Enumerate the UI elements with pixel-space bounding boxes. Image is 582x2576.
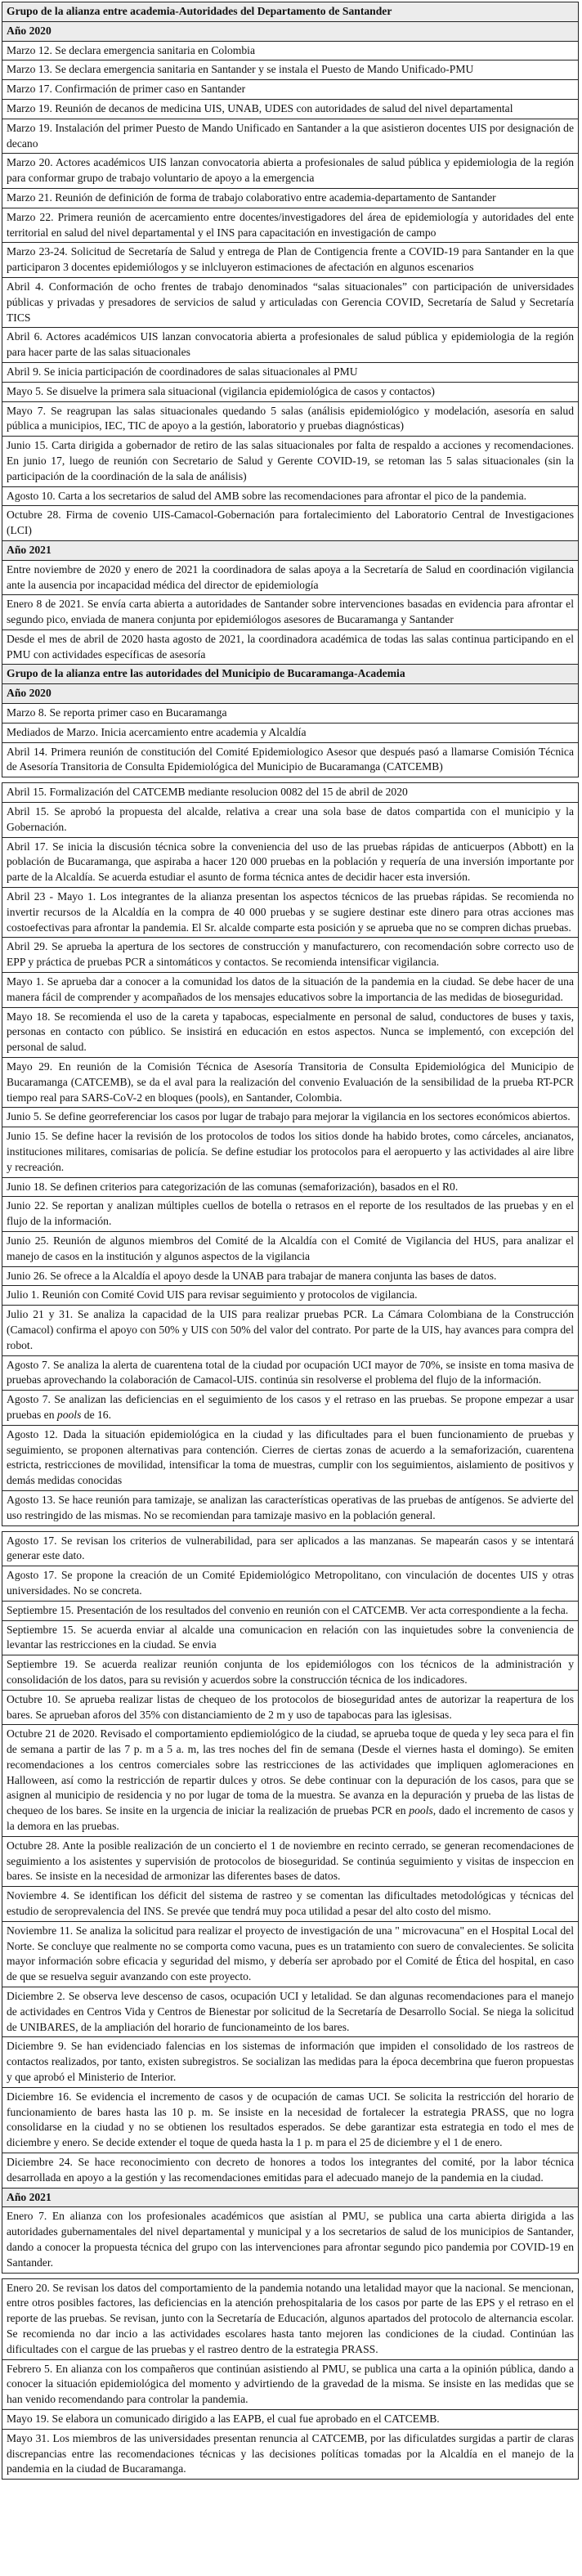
event-cell: Mayo 7. Se reagrupan las salas situacionales quedando 5 salas (análisis epidemiológico y modelación, asesoría en salud pública a municipios, IEC, TIC de apoyo a la gestión, laboratorio y pruebas diagnósticas): [2, 401, 579, 437]
year-header-row: [2, 2188, 579, 2207]
table-row: [2, 1566, 579, 1602]
event-cell: Mayo 19. Se elabora un comunicado dirigido a las EAPB, el cual fue aprobado en el CATCEMB.: [2, 2409, 579, 2429]
table-row: [2, 41, 579, 60]
year-header-row: [2, 21, 579, 41]
table-row: [2, 1887, 579, 1922]
event-cell: Mayo 29. En reunión de la Comisión Técnica de Asesoría Transitoria de Consulta Epidemiológica del Municipio de Bucaramanga (CATCEMB), se da el aval para la realización del convenio Evaluación de la sensibilidad de la prueba RT-PCR tiempo real para SARS-CoV-2 en bloques (pools), en Santander, Colombia.: [2, 1058, 579, 1108]
table-row: [2, 2037, 579, 2087]
year-header-row: [2, 684, 579, 704]
section-header: Grupo de la alianza entre las autoridades del Municipio de Bucaramanga-Academia: [2, 665, 579, 684]
event-text: de 16.: [81, 1408, 111, 1421]
table-row: [2, 208, 579, 243]
table-row: [2, 803, 579, 838]
event-cell: Mayo 18. Se recomienda el uso de la careta y tapabocas, especialmente en personal de salud, conductores de buses y taxis, personas en contacto con público. Se insistirá en educación en estos aspectos. Nunca se implementó, con excepción del personal de salud.: [2, 1007, 579, 1057]
event-cell: Desde el mes de abril de 2020 hasta agosto de 2021, la coordinadora académica de todas las salas continua participando en el PMU con actividades específicas de asesoría: [2, 629, 579, 665]
event-cell: Septiembre 15. Presentación de los resultados del convenio en reunión con el CATCEMB. Ver acta correspondiente a la fecha.: [2, 1601, 579, 1620]
event-cell: Abril 15. Formalización del CATCEMB mediante resolucion 0082 del 15 de abril de 2020: [2, 783, 579, 803]
table-row: [2, 2359, 579, 2409]
table-row: [2, 1007, 579, 1057]
table-row: [2, 1425, 579, 1490]
table-row: [2, 99, 579, 119]
table-row: [2, 1058, 579, 1108]
timeline-table: [2, 2, 579, 777]
event-cell: Abril 23 - Mayo 1. Los integrantes de la alianza presentan los aspectos técnicos de las pruebas rápidas. Se recomienda no invertir recursos de la Alcaldía en la compra de 40 000 pruebas y se sugiere destinar este dinero para otras acciones mas costoefectivas para afrontar la pandemia. El Sr. alcalde comparte esta posición y se aprueba que no se compren dichas pruebas.: [2, 888, 579, 938]
table-row: [2, 783, 579, 803]
event-cell: Agosto 10. Carta a los secretarios de salud del AMB sobre las recomendaciones para afrontar el pico de la pandemia.: [2, 486, 579, 506]
table-row: [2, 362, 579, 382]
event-text: Agosto 7. Se analizan las deficiencias en el seguimiento de los casos y el retraso en las pruebas. Se propone empezar a usar pruebas en: [7, 1393, 574, 1421]
event-cell: Junio 18. Se definen criterios para categorización de las comunas (semaforización), basados en el R0.: [2, 1177, 579, 1197]
table-row: [2, 1108, 579, 1127]
section-header-row: [2, 2, 579, 22]
event-cell: Septiembre 19. Se acuerda realizar reunión conjunta de los epidemiólogos con los técnicos de la administración y consolidación de los datos, para su revisión y acuerdos sobre la construcción técnica de los indicadores.: [2, 1655, 579, 1691]
table-row: [2, 188, 579, 208]
event-cell: Marzo 20. Actores académicos UIS lanzan convocatoria abierta a profesionales de salud pública y epidemiologia de la región para conformar grupo de trabajo voluntario de apoyo a la emergencia: [2, 154, 579, 189]
event-cell: Marzo 17. Confirmación de primer caso en Santander: [2, 80, 579, 100]
table-row: [2, 723, 579, 742]
event-cell: Abril 17. Se inicia la discusión técnica sobre la conveniencia del uso de las pruebas rápidas de anticuerpos (Abbott) en la población de Bucaramanga, que aspiraba a hacer 120 000 pruebas en la población y requería de una inversión importante por parte de la Alcaldía. Se acuerda estudiar el asunto de forma técnica antes de decidir hacer esta inversión.: [2, 837, 579, 887]
event-cell: Diciembre 16. Se evidencia el incremento de casos y de ocupación de camas UCI. Se solicita la restricción del horario de funcionamiento de bares hasta las 10 p. m. Se insiste en la necesidad de fortalecer la estrategia PRASS, que no logra consolidarse en la ciudad y no se obtienen los resultados esperados. Se debe garantizar esta estrategia en todo el mes de diciembre y enero. Se decide extender el toque de queda hasta la 1 p. m para el 25 de diciembre y el 1 de enero.: [2, 2087, 579, 2153]
table-row: [2, 2278, 579, 2359]
table-row: [2, 60, 579, 80]
event-text: , dado el incremento de casos y la demora en las pruebas.: [7, 1804, 574, 1833]
event-cell: Mayo 5. Se disuelve la primera sala situacional (vigilancia epidemiológica de casos y contactos): [2, 382, 579, 401]
event-cell: Julio 21 y 31. Se analiza la capacidad de la UIS para realizar pruebas PCR. La Cámara Colombiana de la Construcción (Camacol) confirma el apoyo con 50% y UIS con 50% del valor del contrato. Por parte de la UIS, hay avances para compra del robot.: [2, 1306, 579, 1355]
table-row: [2, 1266, 579, 1286]
event-cell: [2, 1391, 579, 1426]
table-row: [2, 2153, 579, 2188]
event-cell: Marzo 8. Se reporta primer caso en Bucaramanga: [2, 704, 579, 724]
event-cell: Marzo 21. Reunión de definición de forma de trabajo colaborativo entre academia-departamento de Santander: [2, 188, 579, 208]
event-text: Octubre 21 de 2020. Revisado el comportamiento epdiemiológico de la ciudad, se aprueba toque de queda y ley seca para el fin de semana a partir de las 7 p. m a 5 a. m, las tres noches del fin de semana (Desde el viernes hasta el domingo). Se emiten recomendaciones a los centros comerciales sobre las restricciones de las actividades que impliquen aglomeraciones en Halloween, así como la restricción de repartir dulces y otros. Se debe continuar con la depuración de los casos, para que se asignen al municipio de residencia y no por lugar de toma de la muestra. Se avanza en la depuración y prueba de las listas de chequeo de los bares. Se insite en la urgencia de iniciar la realización de pruebas PCR en: [7, 1727, 574, 1817]
event-cell: Mayo 31. Los miembros de las universidades presentan renuncia al CATCEMB, por las dificulatdes surgidas a partir de claras discrepancias entre las recomendaciones técnicas y las decisiones políticas tomadas por la Alcaldía en el manejo de la pandemia en la ciudad de Bucaramanga.: [2, 2429, 579, 2479]
event-cell: Marzo 13. Se declara emergencia sanitaria en Santander y se instala el Puesto de Mando Unificado-PMU: [2, 60, 579, 80]
year-header-row: [2, 540, 579, 560]
table-row: [2, 154, 579, 189]
event-cell: Octubre 28. Ante la posible realización de un concierto el 1 de noviembre en recinto cerrado, se generan recomendaciones de seguimiento a los asistentes y supervisión de protocolos de bioseguridad. Se continúa seguimiento y visitas de inspeccion en bares. Se insiste en la necesidad de armonizar las diferentes bases de datos.: [2, 1836, 579, 1886]
table-row: [2, 80, 579, 100]
event-cell: Septiembre 15. Se acuerda enviar al alcalde una comunicacion en relación con las inquietudes sobre la conveniencia de levantar las restricciones en la ciudad. Se envia: [2, 1620, 579, 1655]
year-header: Año 2020: [2, 21, 579, 41]
event-text-italic: pools: [409, 1804, 433, 1817]
event-cell: Junio 22. Se reportan y analizan múltiples cuellos de botella o retrasos en el reporte de los resultados de las pruebas y en el flujo de la información.: [2, 1197, 579, 1232]
event-cell: Febrero 5. En alianza con los compañeros que continúan asistiendo al PMU, se publica una carta a la opinión pública, dando a conocer la situación epidemiológica del momento y advirtiendo de la gravedad de la misma. Se insiste en las medidas que se han venido recomendando para controlar la pandemia.: [2, 2359, 579, 2409]
table-row: [2, 1286, 579, 1306]
table-row: [2, 1690, 579, 1725]
table-row: [2, 595, 579, 630]
table-row: [2, 1921, 579, 1987]
table-row: [2, 1987, 579, 2037]
table-row: [2, 119, 579, 154]
table-row: [2, 506, 579, 541]
event-cell: [2, 1725, 579, 1837]
table-row: [2, 1725, 579, 1837]
event-cell: Abril 4. Conformación de ocho frentes de trabajo denominados “salas situacionales” con participación de universidades públicas y privadas y presadores de servicios de salud y articuladas con Gerencia COVID, Secretaría de Salud y Secretaría TICS: [2, 277, 579, 327]
event-cell: Abril 15. Se aprobó la propuesta del alcalde, relativa a crear una sola base de datos compartida con el municipio y la Gobernación.: [2, 803, 579, 838]
table-row: [2, 1531, 579, 1566]
event-cell: Marzo 22. Primera reunión de acercamiento entre docentes/investigadores del área de epidemiología y autoridades del ente territorial en salud del nivel departamental y el INS para capacitación en investigación de campo: [2, 208, 579, 243]
table-row: [2, 401, 579, 437]
table-row: [2, 837, 579, 887]
table-row: [2, 1127, 579, 1177]
table-row: [2, 2429, 579, 2479]
table-row: [2, 1836, 579, 1886]
table-row: [2, 1655, 579, 1691]
year-header: Año 2021: [2, 2188, 579, 2207]
table-row: [2, 437, 579, 486]
table-row: [2, 704, 579, 724]
event-cell: Entre noviembre de 2020 y enero de 2021 la coordinadora de salas apoya a la Secretaría de Salud en coordinación vigilancia ante la ausencia por incapacidad médica del director de epidemiología: [2, 560, 579, 595]
event-cell: Abril 29. Se aprueba la apertura de los sectores de construcción y manufacturero, con recomendación sobre correcto uso de EPP y práctica de pruebas PCR a sintomáticos y contactos. Se recomienda intensificar vigilancia.: [2, 938, 579, 973]
table-row: [2, 2207, 579, 2273]
event-cell: Octubre 28. Firma de covenio UIS-Camacol-Gobernación para fortalecimiento del Laboratorio Central de Investigaciones (LCI): [2, 506, 579, 541]
table-row: [2, 1197, 579, 1232]
table-row: [2, 1231, 579, 1266]
table-row: [2, 1391, 579, 1426]
event-cell: Abril 14. Primera reunión de constitución del Comité Epidemiologico Asesor que después pasó a llamarse Comisión Técnica de Asesoría Transitoria de Consulta Epidemiológica del Municipio de Bucaramanga (CATCEMB): [2, 742, 579, 777]
event-cell: Agosto 13. Se hace reunión para tamizaje, se analizan las características operativas de las pruebas de antígenos. Se advierte del uso restringido de las mismas. No se recomiendan para tamizaje masivo en la población general.: [2, 1490, 579, 1525]
table-row: [2, 486, 579, 506]
table-row: [2, 888, 579, 938]
event-cell: Mayo 1. Se aprueba dar a conocer a la comunidad los datos de la situación de la pandemia en la ciudad. Se debe hacer de una manera fácil de comprender y acompañados de los mensajes educativos sobre la importancia de las medidas de bioseguridad.: [2, 973, 579, 1008]
event-cell: Enero 7. En alianza con los profesionales académicos que asistían al PMU, se publica una carta abierta dirigida a las autoridades gubernamentales del nivel departamental y municipal y a los secretarios de salud de los municipios de Santander, dando a conocer la propuesta técnica del grupo con las intervenciones para afrontar segundo pico pandemia por COVID-19 en Santander.: [2, 2207, 579, 2273]
event-cell: Junio 5. Se define georreferenciar los casos por lugar de trabajo para mejorar la vigilancia en los sectores económicos abiertos.: [2, 1108, 579, 1127]
event-cell: Enero 20. Se revisan los datos del comportamiento de la pandemia notando una letalidad mayor que la nacional. Se mencionan, entre otros posibles factores, las deficiencias en la atención prehospitalaria de los casos por parte de las EPS y el retraso en el reporte de las pruebas. Se revisan, junto con la Secretaría de Educación, algunos apartados del protocolo de alternancia escolar. Se recomienda no dar incio a las actividades escolares hasta tanto mejoren las condiciones de la ciudad. Continúan las dificultades con el cargue de las pruebas y el rastreo dentro de la estrategia PRASS.: [2, 2278, 579, 2359]
year-header: Año 2020: [2, 684, 579, 704]
timeline-table: [2, 2278, 579, 2480]
event-cell: Octubre 10. Se aprueba realizar listas de chequeo de los protocolos de bioseguridad antes de autorizar la reapertura de los bares. Se aprueban aforos del 35% con distanciamiento de 2 m y uso de tapabocas para las iglesisas.: [2, 1690, 579, 1725]
year-header: Año 2021: [2, 540, 579, 560]
event-cell: Mediados de Marzo. Inicia acercamiento entre academia y Alcaldía: [2, 723, 579, 742]
table-row: [2, 973, 579, 1008]
event-cell: Marzo 23-24. Solicitud de Secretaría de Salud y entrega de Plan de Contigencia frente a COVID-19 para Santander en la que participaron 3 docentes epidemiólogos y se inlcluyeron estimaciones de afectación en algunos escenarios: [2, 243, 579, 278]
table-row: [2, 1601, 579, 1620]
table-row: [2, 1490, 579, 1525]
event-cell: Junio 15. Se define hacer la revisión de los protocolos de todos los sitios donde ha habido brotes, como cárceles, ancianatos, instituciones militares, comisarias de policía. Se define estudiar los protocolos para el aeropuerto y las actividades al aire libre y recreación.: [2, 1127, 579, 1177]
timeline-table: [2, 782, 579, 1525]
table-row: [2, 382, 579, 401]
event-cell: Agosto 17. Se revisan los criterios de vulnerabilidad, para ser aplicados a las manzanas. Se mapearán casos y se intentará generar este dato.: [2, 1531, 579, 1566]
table-row: [2, 277, 579, 327]
table-row: [2, 742, 579, 777]
event-cell: Agosto 17. Se propone la creación de un Comité Epidemiológico Metropolitano, con vinculación de docentes UIS y otras universidades. No se concreta.: [2, 1566, 579, 1602]
event-cell: Diciembre 9. Se han evidenciado falencias en los sistemas de información que impiden el consolidado de los rastreos de contactos realizados, por tanto, existen subregistros. Se socializan las medidas para la época decembrina que fueron propuestas y que aprobó el Ministerio de Interior.: [2, 2037, 579, 2087]
event-cell: Agosto 12. Dada la situación epidemiológica en la ciudad y las dificultades para el buen funcionamiento de pruebas y seguimiento, se proponen alternativas para contención. Cierres de ciertas zonas de acuerdo a la semaforización, cuarentena estricta, restricciones de movilidad, intensificar la toma de muestras, cumplir con los seguimientos, aislamiento de positivos y demás medidas conocidas: [2, 1425, 579, 1490]
event-cell: Marzo 19. Instalación del primer Puesto de Mando Unificado en Santander a la que asistieron docentes UIS por designación de decano: [2, 119, 579, 154]
table-row: [2, 1306, 579, 1355]
section-header-row: [2, 665, 579, 684]
event-cell: Marzo 19. Reunión de decanos de medicina UIS, UNAB, UDES con autoridades de salud del nivel departamental: [2, 99, 579, 119]
event-cell: Noviembre 4. Se identifican los déficit del sistema de rastreo y se comentan las dificultades metodológicas y técnicas del estudio de seroprevalencia del INS. Se prevée que tendrá muy poca utilidad a pesar del alto costo del mismo.: [2, 1887, 579, 1922]
event-cell: Abril 9. Se inicia participación de coordinadores de salas situacionales al PMU: [2, 362, 579, 382]
table-row: [2, 938, 579, 973]
table-row: [2, 2409, 579, 2429]
table-row: [2, 1355, 579, 1391]
event-cell: Agosto 7. Se analiza la alerta de cuarentena total de la ciudad por ocupación UCI mayor de 70%, se insiste en toma masiva de pruebas aprovechando la colaboración de Camacol-UIS. continúa sin resolverse el problema del flujo de la información.: [2, 1355, 579, 1391]
table-row: [2, 243, 579, 278]
event-cell: Enero 8 de 2021. Se envía carta abierta a autoridades de Santander sobre intervenciones basadas en evidencia para afrontar el segundo pico, enviada de manera conjunta por epidemiólogos asesores de Bucaramanga y Santander: [2, 595, 579, 630]
event-cell: Noviembre 11. Se analiza la solicitud para realizar el proyecto de investigación de una " microvacuna" en el Hospital Local del Norte. Se concluye que realmente no se comporta como vacuna, pues es un tratamiento con suero de convalecientes. Se solicita mayor información sobre eficacia y seguridad del mismo, y debería ser aprobado por el Comité de Ética del hospital, en caso de que se resuelva seguir avanzando con este proyecto.: [2, 1921, 579, 1987]
event-cell: Junio 25. Reunión de algunos miembros del Comité de la Alcaldía con el Comité de Vigilancia del HUS, para analizar el manejo de casos en la institución y algunos aspectos de la vigilancia: [2, 1231, 579, 1266]
table-row: [2, 1620, 579, 1655]
event-cell: Julio 1. Reunión con Comité Covid UIS para revisar seguimiento y protocolos de vigilancia.: [2, 1286, 579, 1306]
section-header: Grupo de la alianza entre academia-Autoridades del Departamento de Santander: [2, 2, 579, 22]
timeline-table: [2, 1531, 579, 2274]
table-row: [2, 2087, 579, 2153]
event-cell: Diciembre 2. Se observa leve descenso de casos, ocupación UCI y letalidad. Se dan algunas recomendaciones para el manejo de actividades en Centros Vida y Centros de Bienestar por solicitud de la Secretaría de Desarrollo Social. Se niega la solicitud de UNIBARES, de la ampliación del horario de funcionameinto de los bares.: [2, 1987, 579, 2037]
table-row: [2, 328, 579, 363]
event-cell: Diciembre 24. Se hace reconocimiento con decreto de honores a todos los integrantes del comité, por la labor técnica desarrollada en apoyo a la gestión y las recomendaciones emitidas para el adecuado manejo de la pandemia en la ciudad.: [2, 2153, 579, 2188]
event-cell: Marzo 12. Se declara emergencia sanitaria en Colombia: [2, 41, 579, 60]
event-cell: Junio 26. Se ofrece a la Alcaldía el apoyo desde la UNAB para trabajar de manera conjunta las bases de datos.: [2, 1266, 579, 1286]
event-text-italic: pools: [56, 1408, 82, 1421]
table-row: [2, 629, 579, 665]
table-row: [2, 1177, 579, 1197]
event-cell: Abril 6. Actores académicos UIS lanzan convocatoria abierta a profesionales de salud pública y epidemiologia de la región para hacer parte de las salas situacionales: [2, 328, 579, 363]
event-cell: Junio 15. Carta dirigida a gobernador de retiro de las salas situacionales por falta de respaldo a acciones y recomendaciones. En junio 17, luego de reunión con Secretario de Salud y Gerente COVID-19, se retoman las 5 salas situacionales (sin la participación de la coordinación de la sala de análisis): [2, 437, 579, 486]
table-row: [2, 560, 579, 595]
